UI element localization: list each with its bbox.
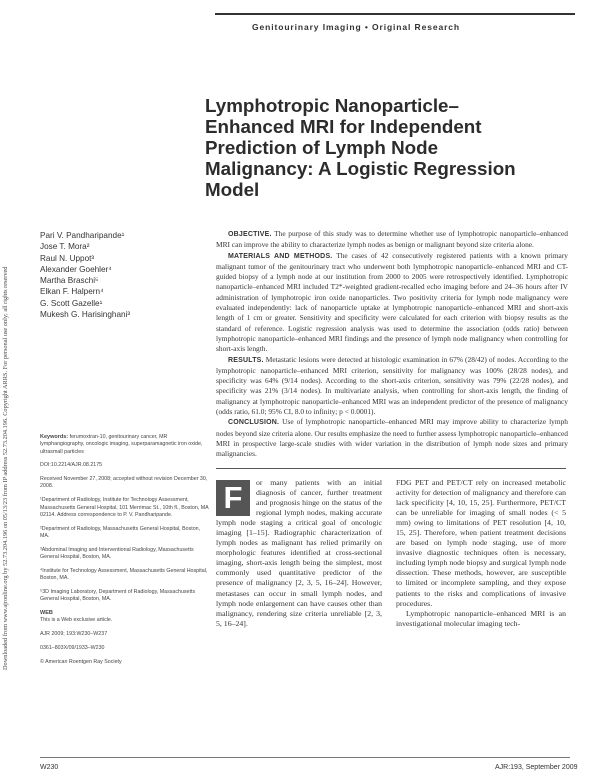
journal-issue: AJR:193, September 2009 [495, 764, 578, 771]
affiliation: ¹Department of Radiology, Institute for Technology Assessment, Massachusetts General Hospital, 101 Merrimac St., 10th fl., Boston, MA 02114. Address correspondence to P. V. Pandharipande. [40, 497, 209, 518]
header-rule [215, 13, 575, 15]
conclusion-label: CONCLUSION. [228, 419, 280, 427]
abstract [216, 229, 568, 460]
copyright: © American Roentgen Ray Society [40, 658, 122, 665]
web-note: WEB This is a Web exclusive article. [40, 610, 113, 624]
abstract-objective: OBJECTIVE. The purpose of this study was to determine whether use of lymphotropic nanoparticle–enhanced MRI can improve the ability to characterize lymph nodes as benign or malignant beyond size criteria alone. [216, 229, 568, 250]
author: Jose T. Mora² [40, 242, 90, 252]
author: Alexander Goehler⁴ [40, 264, 112, 274]
footer-rule [40, 757, 570, 758]
objective-label: OBJECTIVE. [228, 231, 272, 238]
author: Pari V. Pandharipande¹ [40, 231, 125, 240]
author: Raul N. Uppot³ [40, 253, 95, 263]
methods-label: MATERIALS AND METHODS. [228, 252, 333, 260]
affiliation: ⁴Institute for Technology Assessment, Massachusetts General Hospital, Boston, MA. [40, 567, 208, 582]
body-column-2 [396, 478, 566, 629]
page-number: W230 [40, 764, 59, 771]
issn: 0361–803X/09/1933–W230 [40, 644, 105, 651]
doi: DOI:10.2214/AJR.08.2175 [40, 462, 103, 469]
article-title: Lymphotropic Nanoparticle–Enhanced MRI for Independent Prediction of Lymph Node Malignancy: A Logistic Regression Model [205, 95, 516, 200]
citation: AJR 2009; 193:W230–W237 [40, 631, 108, 638]
author-list [40, 230, 205, 320]
body-rule [216, 468, 566, 469]
abstract-conclusion: CONCLUSION. Use of lymphotropic nanoparticle–enhanced MRI may improve ability to characterize lymph nodes beyond size criteria alone. Our results emphasize the need to further assess lymphotropic nanoparticle–enhanced MRI in prospective large-scale studies with wider variation in the distribution of lymph node sizes and primary malignancies. [216, 417, 568, 459]
download-notice: Downloaded from www.ajronline.org by 52.73.204.196 on 05/13/23 from IP address 52.73.204.196. Copyright ARRS. For personal use only; all rights reserved [2, 266, 9, 670]
received-date: Received November 27, 2008; accepted without revision December 30, 2008. [40, 476, 208, 490]
drop-cap: F [216, 480, 250, 516]
affiliation: ³Abdominal Imaging and Interventional Radiology, Massachusetts General Hospital, Boston, MA. [40, 546, 194, 561]
author: G. Scott Gazelle¹ [40, 298, 103, 308]
body-paragraph: FDG PET and PET/CT rely on increased metabolic activity for detection of malignancy and therefore can lack specificity [4, 10, 15, 25]. Furthermore, PET/CT can be unreliable for imaging of small nodes (< 5 mm) owing to limitations of PET resolution [4, 10, 15, 25]. Therefore, when patient treatment decisions are based on lymph node staging, use of more invasive diagnostic techniques often is necessary, including lymph node biopsy and surgical lymph node dissection. These methods, however, are susceptible to limited or incomplete sampling, and they expose patients to the risks and complications of invasive procedures. [396, 478, 566, 608]
results-label: RESULTS. [228, 356, 264, 364]
section-label: Genitourinary Imaging • Original Research [252, 22, 461, 32]
affiliation: ⁵3D Imaging Laboratory, Department of Radiology, Massachusetts General Hospital, Boston, MA. [40, 588, 196, 603]
affiliation: ²Department of Radiology, Massachusetts General Hospital, Boston, MA. [40, 525, 201, 539]
author: Mukesh G. Harisinghani³ [40, 310, 131, 320]
abstract-methods: MATERIALS AND METHODS. The cases of 42 consecutively registered patients with a known primary malignant tumor of the genitourinary tract who underwent both lymphotropic nanoparticle–enhanced MRI and CT-guided biopsy of a lymph node at our institution from 2000 to 2005 were retrospectively identified. Lymphotropic nanoparticle–enhanced MRI included T2*-weighted gradient-recalled echo imaging before and 24–36 hours after IV administration of lymphotropic iron oxide nanoparticles. Two positivity criteria for lymph node malignancy were evaluated independently: lack of nanoparticle uptake at lymphotropic nanoparticle–enhanced MRI and short-axis length of 1 cm or greater. Sensitivity and specificity were calculated for each criterion with biopsy results as the standard of reference. Logistic regression analysis was used to determine the association (odds ratio) between lymphotropic nanoparticle–enhanced MRI findings and the presence of lymph node malignancy when controlling for short-axis length. [216, 250, 568, 354]
body-column-1: F or many patients with an initial diagnosis of cancer, further treatment and prognosis hinge on the status of the regional lymph nodes, making accurate lymph node staging a critical goal of oncologic imaging [1–15]. Radiographic characterization of lymph nodes as malignant has relied primarily on morphologic features identified at cross-sectional imaging, short-axis length being the simplest, most commonly used quantitative predictor of the presence of malignancy [2, 3, 5, 16–24]. However, metastases can occur in small lymph nodes, and lymph node enlargement can have causes other than malignancy, rendering size criteria unreliable [2, 3, 5, 16–24]. [216, 478, 382, 628]
author: Elkan F. Halpern⁴ [40, 287, 104, 297]
abstract-results: RESULTS. Metastatic lesions were detected at histologic examination in 67% (28/42) of nodes. According to the lymphotropic nanoparticle–enhanced MRI criterion, sensitivity for malignancy was 100% (28/28 nodes), and specificity was 64% (9/14 nodes). According to the short-axis criterion, sensitivity was 79% (22/28 nodes), and specificity was 21% (3/14 nodes). In multivariate analysis, when controlling for short-axis length, the finding of malignancy at lymphotropic nanoparticle–enhanced MRI was an independent predictor of the presence of malignancy (odds ratio, 61.0; 95% CI, 8.0 to infinity; p < 0.0001). [216, 354, 568, 417]
article-sidenotes [40, 434, 210, 673]
author: Martha Braschi⁵ [40, 276, 99, 286]
keywords: Keywords: ferumoxtran-10, genitourinary cancer, MR lymphangiography, oncologic imaging, superparamagnetic iron oxide, ultrasmall particles [40, 434, 203, 455]
body-paragraph: Lymphotropic nanoparticle–enhanced MRI is an investigational molecular imaging tech- [396, 608, 566, 628]
